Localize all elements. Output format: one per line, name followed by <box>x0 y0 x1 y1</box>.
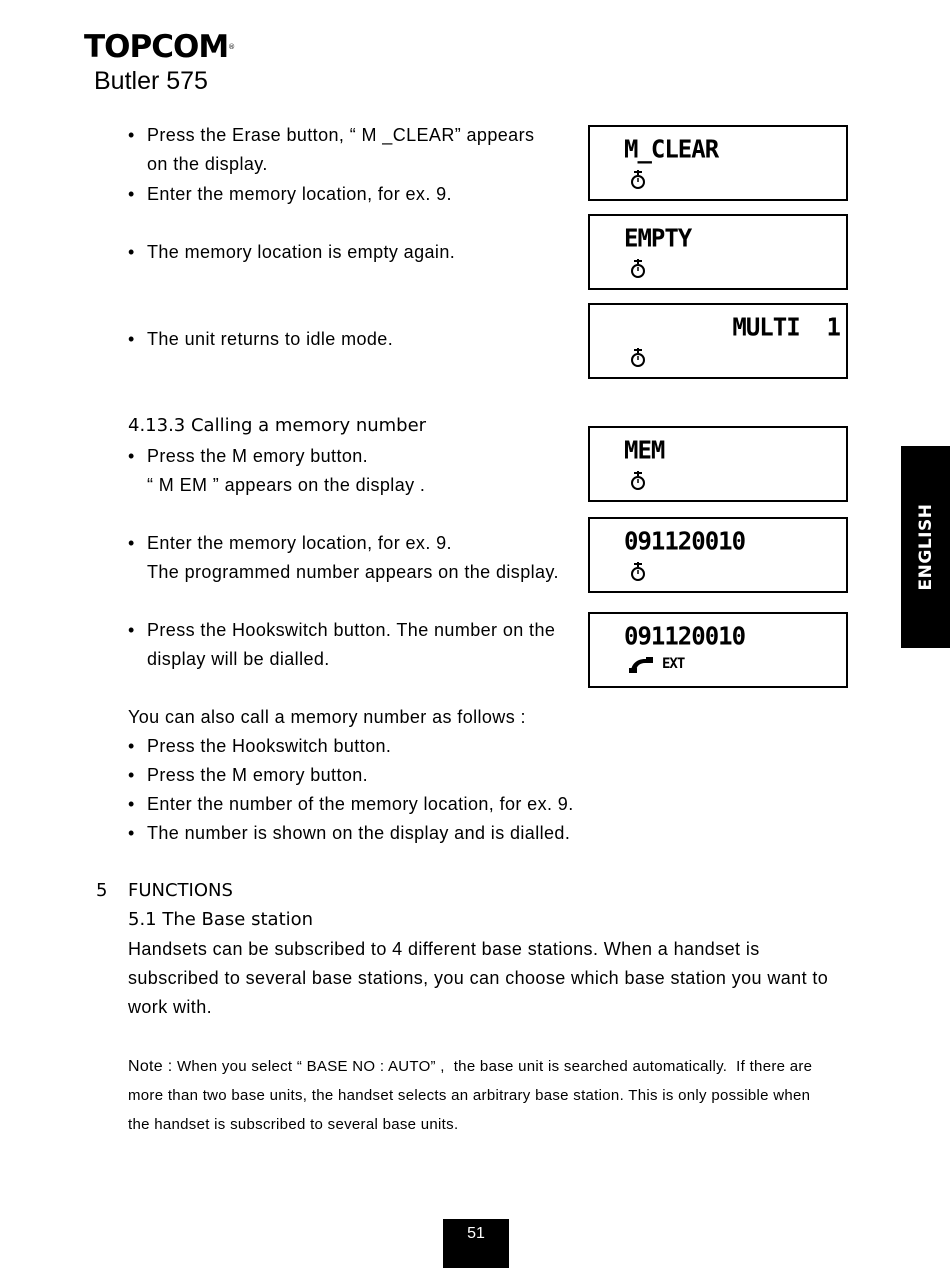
subsection-heading: 5.1 The Base station <box>128 909 314 930</box>
bullet: • <box>128 620 135 640</box>
model-name: Butler 575 <box>94 67 208 95</box>
bullet: • <box>128 794 135 814</box>
list-item-cont: display will be dialled. <box>147 649 330 669</box>
list-item-cont: on the display. <box>147 154 268 174</box>
note-line <box>128 1052 812 1081</box>
timer-icon <box>630 561 646 583</box>
lcd-text: MULTI 1 <box>732 312 840 342</box>
bullet: • <box>128 446 135 466</box>
lcd-text: 091120010 <box>624 526 746 556</box>
list-item: Enter the memory location, for ex. 9. <box>147 533 452 553</box>
lcd-display <box>588 612 848 688</box>
list-item: The number is shown on the display and is dialled. <box>147 823 571 843</box>
note-line: the handset is subscribed to several base units. <box>128 1116 459 1133</box>
ext-label: EXT <box>662 656 685 672</box>
lcd-display <box>588 125 848 201</box>
list-item: The memory location is empty again. <box>147 242 456 262</box>
list-item: Press the M emory button. <box>147 446 369 466</box>
bullet: • <box>128 765 135 785</box>
paragraph-line: subscribed to several base stations, you can choose which base station you want to <box>128 968 829 988</box>
lcd-display <box>588 517 848 593</box>
note-text: When you select “ BASE NO : AUTO” , the base unit is searched automatically. If there are <box>172 1058 813 1075</box>
paragraph-line: work with. <box>128 997 213 1017</box>
note-line: more than two base units, the handset selects an arbitrary base station. This is only possible when <box>128 1087 811 1104</box>
timer-icon <box>630 258 646 280</box>
bullet: • <box>128 823 135 843</box>
bullet: • <box>128 533 135 553</box>
section-heading: 4.13.3 Calling a memory number <box>128 415 427 436</box>
timer-icon <box>630 470 646 492</box>
lcd-text: 091120010 <box>624 621 746 651</box>
list-item: Press the Hookswitch button. <box>147 736 392 756</box>
lcd-text: EMPTY <box>624 223 692 253</box>
bullet: • <box>128 242 135 262</box>
list-item: Enter the memory location, for ex. 9. <box>147 184 452 204</box>
lcd-text: M_CLEAR <box>624 134 719 164</box>
timer-icon <box>630 169 646 191</box>
list-item-cont: “ M EM ” appears on the display . <box>147 475 426 495</box>
list-item: Press the Erase button, “ M _CLEAR” appears <box>147 125 535 145</box>
bullet: • <box>128 329 135 349</box>
note-label: Note : <box>128 1058 173 1075</box>
language-tab: ENGLISH <box>901 446 950 648</box>
section-title: FUNCTIONS <box>128 880 233 901</box>
list-item: Press the Hookswitch button. The number on the <box>147 620 556 640</box>
bullet: • <box>128 125 135 145</box>
list-item: The unit returns to idle mode. <box>147 329 394 349</box>
timer-icon <box>630 347 646 369</box>
list-item: Enter the number of the memory location, for ex. 9. <box>147 794 574 814</box>
list-item: Press the M emory button. <box>147 765 369 785</box>
bullet: • <box>128 736 135 756</box>
lcd-display <box>588 426 848 502</box>
handset-icon <box>628 656 654 674</box>
page-number: 51 <box>443 1219 509 1268</box>
section-number: 5 <box>96 880 108 901</box>
bullet: • <box>128 184 135 204</box>
paragraph-line: Handsets can be subscribed to 4 different base stations. When a handset is <box>128 939 760 959</box>
lcd-display <box>588 303 848 379</box>
paragraph: You can also call a memory number as follows : <box>128 707 526 727</box>
brand-logo: TOPCOM® <box>84 29 235 65</box>
lcd-text: MEM <box>624 435 665 465</box>
lcd-display <box>588 214 848 290</box>
list-item-cont: The programmed number appears on the display. <box>147 562 559 582</box>
